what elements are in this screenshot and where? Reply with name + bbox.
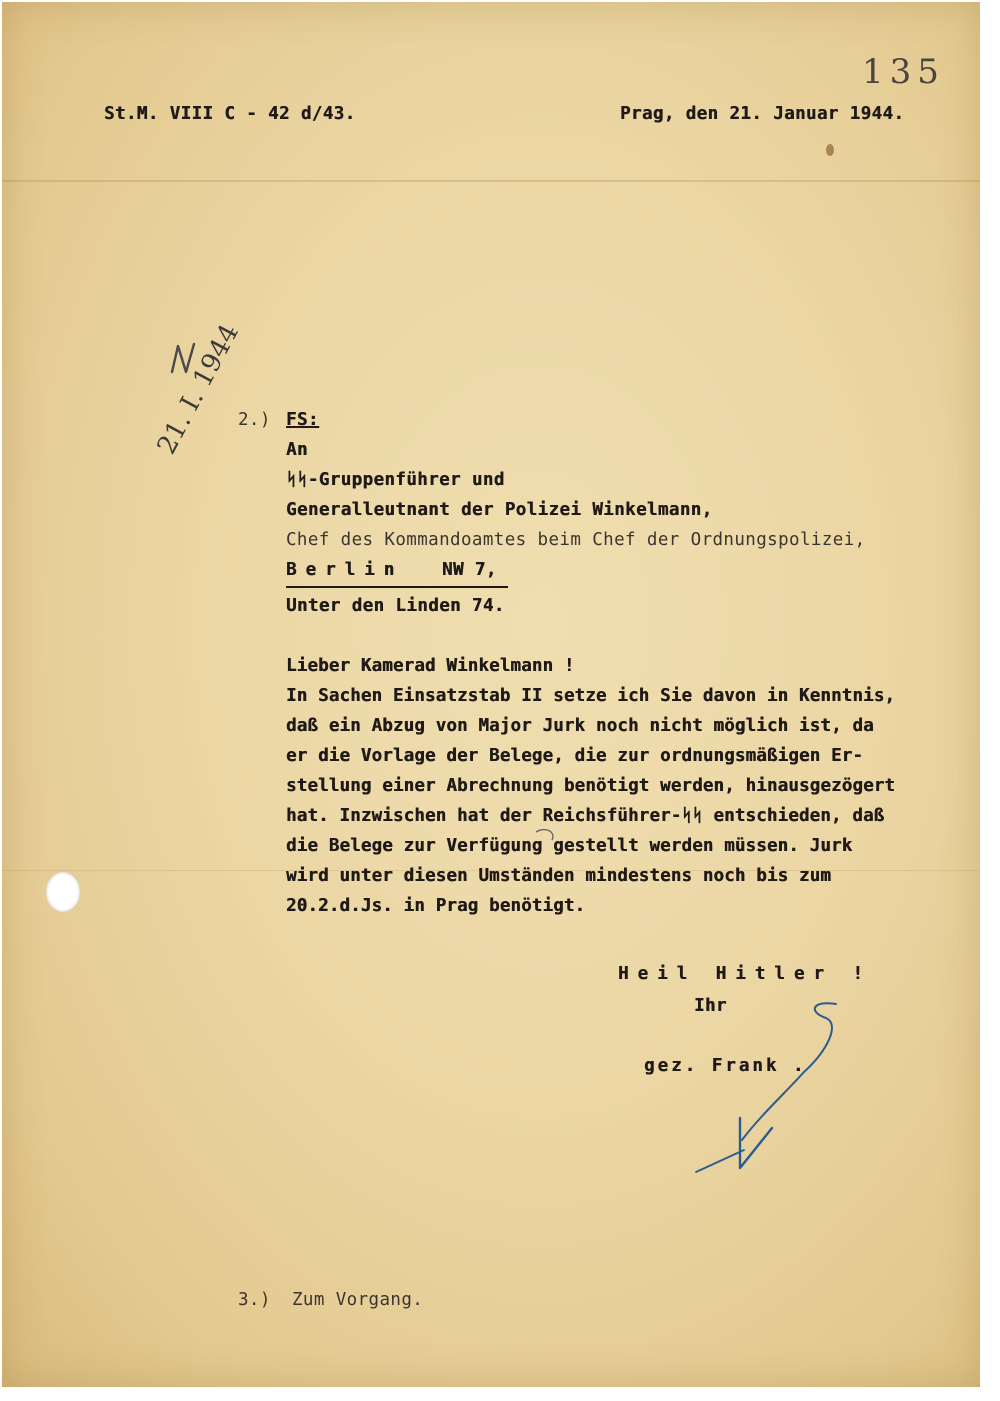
paper-fold	[2, 180, 980, 182]
letter-line: daß ein Abzug von Major Jurk noch nicht möglich ist, da	[286, 716, 874, 736]
recipient-an: An	[286, 440, 308, 460]
punch-hole	[46, 872, 80, 912]
letter-line: hat. Inzwischen hat der Reichsführer-ᛋᛋ entschieden, daß	[286, 806, 885, 826]
letter-line: die Belege zur Verfügung gestellt werden müssen. Jurk	[286, 836, 853, 856]
recipient-name: Generalleutnant der Polizei Winkelmann,	[286, 500, 713, 520]
item-3-number: 3.)	[238, 1290, 271, 1310]
closing-greeting: Heil Hitler !	[618, 964, 872, 984]
fs-label: FS:	[286, 410, 319, 430]
recipient-district: NW 7,	[442, 560, 497, 580]
handwritten-date: 21. I. 1944	[151, 319, 246, 460]
signature-typed: gez. Frank .	[644, 1056, 807, 1076]
letter-line: stellung einer Abrechnung benötigt werden, hinausgezögert	[286, 776, 896, 796]
recipient-office: Chef des Kommandoamtes beim Chef der Ordnungspolizei,	[286, 530, 866, 550]
closing-ihr: Ihr	[694, 996, 727, 1016]
page-number: 135	[862, 52, 945, 92]
letter-line: In Sachen Einsatzstab II setze ich Sie davon in Kenntnis,	[286, 686, 896, 706]
letter-line: wird unter diesen Umständen mindestens noch bis zum	[286, 866, 831, 886]
stain-mark	[826, 144, 834, 156]
place-date: Prag, den 21. Januar 1944.	[620, 104, 905, 124]
letter-line: er die Vorlage der Belege, die zur ordnungsmäßigen Er-	[286, 746, 864, 766]
recipient-street: Unter den Linden 74.	[286, 596, 505, 616]
recipient-city: Berlin	[286, 560, 404, 580]
reference-number: St.M. VIII C - 42 d/43.	[104, 104, 356, 124]
letter-salutation: Lieber Kamerad Winkelmann !	[286, 656, 575, 676]
item-2-number: 2.)	[238, 410, 271, 430]
address-rule	[286, 586, 508, 588]
letter-line: 20.2.d.Js. in Prag benötigt.	[286, 896, 586, 916]
item-3-text: Zum Vorgang.	[292, 1290, 424, 1310]
recipient-rank: ᛋᛋ-Gruppenführer und	[286, 470, 505, 490]
